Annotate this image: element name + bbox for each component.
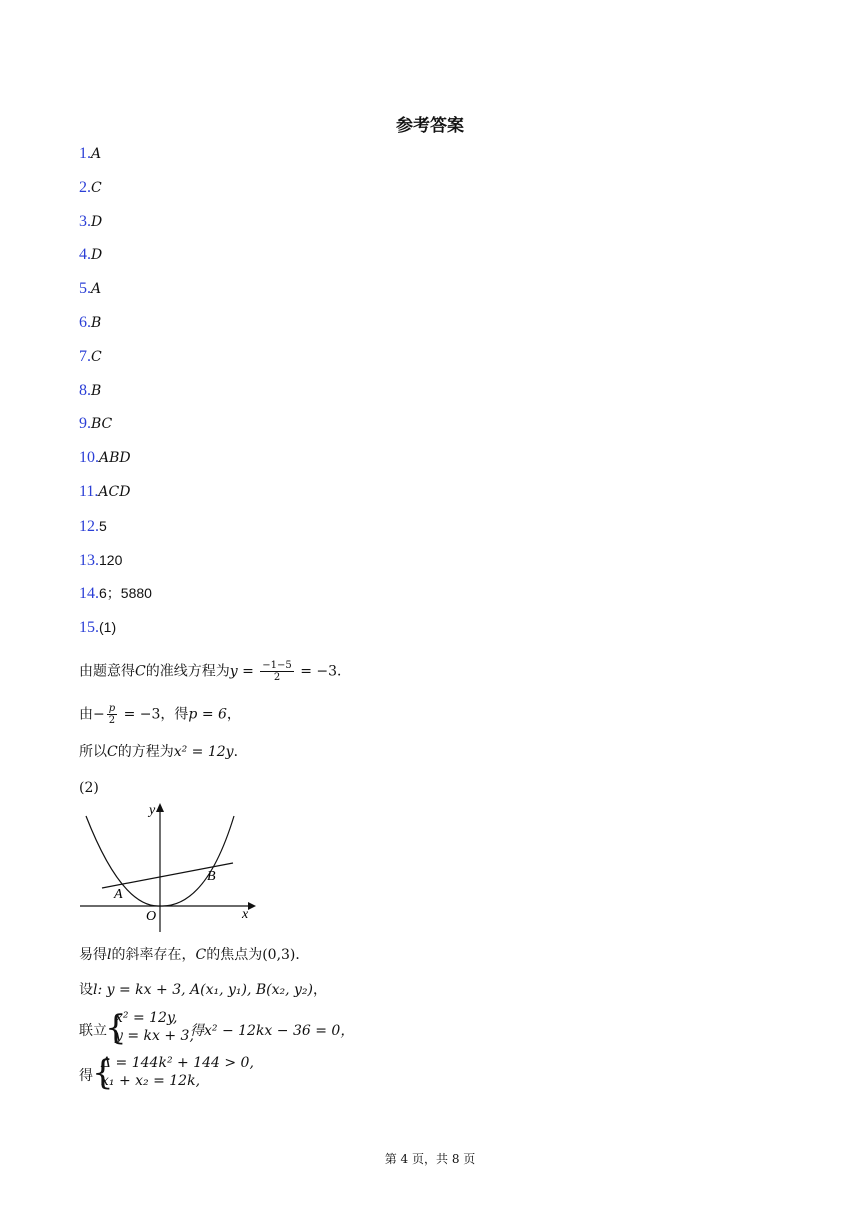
point-a-label: A: [114, 887, 123, 902]
answer-value: B: [91, 382, 102, 399]
system-brace: {: [92, 1053, 114, 1093]
point-b-label: B: [207, 869, 216, 884]
solution-line-setup: [79, 980, 327, 1000]
answer-value: BC: [91, 416, 113, 433]
answer-number: 3.: [79, 212, 91, 230]
text-segment: 设: [79, 982, 93, 998]
answer-item: [79, 584, 152, 603]
y-axis-label: y: [149, 803, 156, 818]
answer-item: [79, 517, 107, 536]
answer-value: 120: [99, 551, 123, 568]
answer-number: 2.: [79, 178, 91, 196]
answer-number: 1.: [79, 145, 91, 162]
text-segment: = −3，得: [119, 706, 189, 723]
math-var: C: [107, 744, 118, 760]
math-expr: y =: [229, 663, 259, 680]
answer-number: 15.: [79, 619, 99, 637]
solution-line-equation: [79, 742, 248, 762]
answer-item: [79, 280, 101, 298]
fraction-numerator: −1−5: [262, 660, 292, 671]
text-segment: ．: [233, 744, 248, 760]
answer-number: 10.: [79, 449, 99, 467]
fraction-denominator: 2: [108, 715, 116, 726]
text-segment: 的焦点为(0,3)．: [206, 947, 310, 963]
answer-item: [79, 314, 101, 332]
fraction: [107, 703, 117, 726]
equation-system-1: [79, 1010, 479, 1050]
math-expr: 得x² − 12kx − 36 = 0，: [190, 1023, 355, 1039]
text-segment: 的准线方程为: [145, 663, 230, 680]
answer-value: 6；5880: [99, 585, 152, 602]
math-var: C: [135, 663, 146, 680]
answer-item: [79, 179, 102, 197]
system-row: Δ = 144k² + 144 > 0,: [101, 1055, 254, 1071]
answer-number: 7.: [79, 347, 91, 365]
parabola-figure: [76, 800, 256, 935]
answer-number: 9.: [79, 415, 91, 433]
system-row: x₁ + x₂ = 12k,: [101, 1073, 201, 1089]
answer-item: [79, 382, 101, 400]
answer-number: 12.: [79, 517, 99, 535]
y-axis-arrow: [156, 803, 164, 812]
page-title: 参考答案: [396, 116, 464, 136]
text-segment: 所以: [79, 744, 107, 760]
answer-item: [79, 348, 102, 366]
answer-item: [79, 415, 112, 433]
page-footer: 第 4 页，共 8 页: [384, 1152, 476, 1166]
math-var: l: [107, 947, 112, 963]
answer-number: 5.: [79, 280, 91, 298]
answer-number: 6.: [79, 314, 91, 331]
solution-line-directrix: [79, 660, 351, 683]
math-var: C: [195, 947, 207, 963]
answer-value: (1): [99, 619, 117, 636]
system-brace: {: [105, 1008, 127, 1048]
answer-value: C: [91, 179, 102, 196]
answer-item: [79, 449, 131, 467]
answer-item: [79, 145, 101, 163]
answer-value: 5: [99, 517, 107, 534]
text-segment: 由题意得: [79, 663, 135, 680]
text-segment: 易得: [79, 947, 107, 963]
answer-item: [79, 246, 102, 264]
math-expr: x² = 12y: [173, 744, 234, 760]
text-segment: 得: [79, 1068, 93, 1084]
answer-item: [79, 213, 102, 231]
solution-line-focus: [79, 945, 309, 965]
system-row: x² = 12y,: [115, 1010, 178, 1026]
answer-value: ABD: [99, 450, 131, 467]
answer-item: [79, 551, 122, 570]
text-segment: 的斜率存在，: [111, 947, 196, 963]
fraction: [260, 660, 293, 683]
text-segment: ，: [226, 706, 241, 723]
answer-value: ACD: [98, 484, 131, 500]
answer-value: C: [91, 348, 102, 365]
origin-label: O: [146, 909, 157, 924]
text-segment: 联立: [79, 1023, 107, 1039]
answer-number: 8.: [79, 381, 91, 399]
answer-value: A: [91, 146, 102, 162]
answer-value: B: [91, 315, 102, 331]
answer-item: [79, 618, 116, 637]
equation-system-2: [79, 1055, 479, 1095]
math-expr: p = 6: [188, 706, 227, 723]
x-axis-label: x: [242, 907, 249, 922]
solution-line-p: [79, 703, 241, 726]
fraction-numerator: p: [108, 703, 116, 714]
part-2-label: (2): [79, 780, 99, 796]
text-segment: 的方程为: [117, 744, 174, 760]
text-segment: ，: [313, 982, 328, 998]
answer-value: D: [91, 213, 103, 230]
system-row: y = kx + 3,: [115, 1028, 194, 1044]
x-axis-arrow: [248, 902, 256, 910]
answer-number: 14.: [79, 585, 99, 603]
fraction-denominator: 2: [273, 672, 281, 683]
answer-value: D: [91, 247, 103, 264]
answer-value: A: [91, 281, 102, 298]
answer-number: 13.: [79, 551, 99, 569]
answer-item: [79, 483, 130, 501]
answer-number: 4.: [79, 246, 91, 264]
math-expr: = −3．: [295, 663, 352, 680]
math-expr: l: y = kx + 3, A(x₁, y₁), B(x₂, y₂): [93, 982, 314, 998]
answer-number: 11.: [79, 483, 99, 500]
text-segment: 由−: [79, 706, 105, 723]
